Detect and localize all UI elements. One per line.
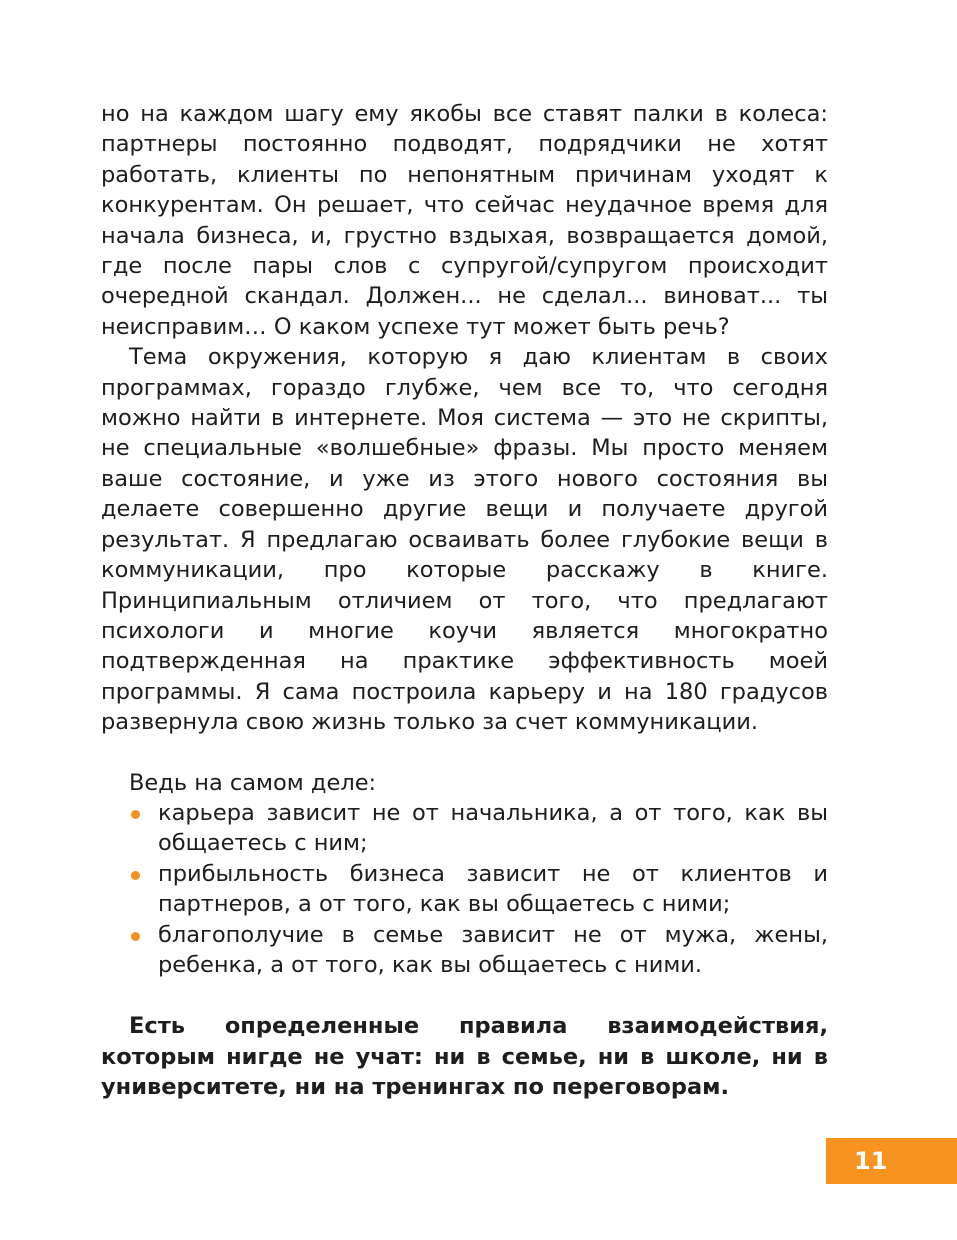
- bullet-list: [101, 798, 828, 980]
- list-item: [101, 859, 828, 920]
- page-number-tab: [826, 1138, 957, 1184]
- paragraph-environment: Тема окружения, которую я даю клиентам в своих программах, гораздо глубже, чем все то, что сегодня можно найти в интернете. Моя система — это не скрипты, не специальные «волшебные» фразы. Мы просто меняем ваше состояние, и уже из этого нового состояния вы делаете совершенно другие вещи и получаете другой результат. Я предлагаю осваивать более глубокие вещи в коммуникации, про которые расскажу в книге. Принципиальным отличием от того, что предлагают психологи и многие коучи является многократно подтвержденная на практике эффективность моей программы. Я сама построила карьеру и на 180 градусов развернула свою жизнь только за счет коммуникации.: [101, 344, 828, 736]
- bullet-dot-icon: [131, 871, 140, 880]
- bold-statement: Есть определенные правила взаимодействия, которым нигде не учат: ни в семье, ни в школе, ни в университете, ни на тренингах по переговорам.: [101, 1013, 828, 1101]
- list-item-text: прибыльность бизнеса зависит не от клиентов и партнеров, а от того, как вы общаетесь с ними;: [158, 860, 828, 918]
- main-text: [101, 99, 828, 1103]
- bullet-dot-icon: [131, 810, 140, 819]
- page-number: 11: [854, 1147, 888, 1175]
- list-item: [101, 920, 828, 981]
- list-item: [101, 798, 828, 859]
- bullet-dot-icon: [131, 932, 140, 941]
- list-lead-in: Ведь на самом деле:: [129, 769, 377, 796]
- list-item-text: благополучие в семье зависит не от мужа, жены, ребенка, а от того, как вы общаетесь с ними.: [158, 921, 828, 978]
- paragraph-continuation: но на каждом шагу ему якобы все ставят палки в колеса: партнеры постоянно подводят, подрядчики не хотят работать, клиенты по непонятным причинам уходят к конкурентам. Он решает, что сейчас неудачное время для начала бизнеса, и, грустно вздыхая, возвращается домой, где после пары слов с супругой/супругом происходит очередной скандал. Должен... не сделал... виноват... ты неисправим… О каком успехе тут может быть речь?: [101, 101, 828, 340]
- list-item-text: карьера зависит не от начальника, а от того, как вы общаетесь с ним;: [158, 799, 828, 857]
